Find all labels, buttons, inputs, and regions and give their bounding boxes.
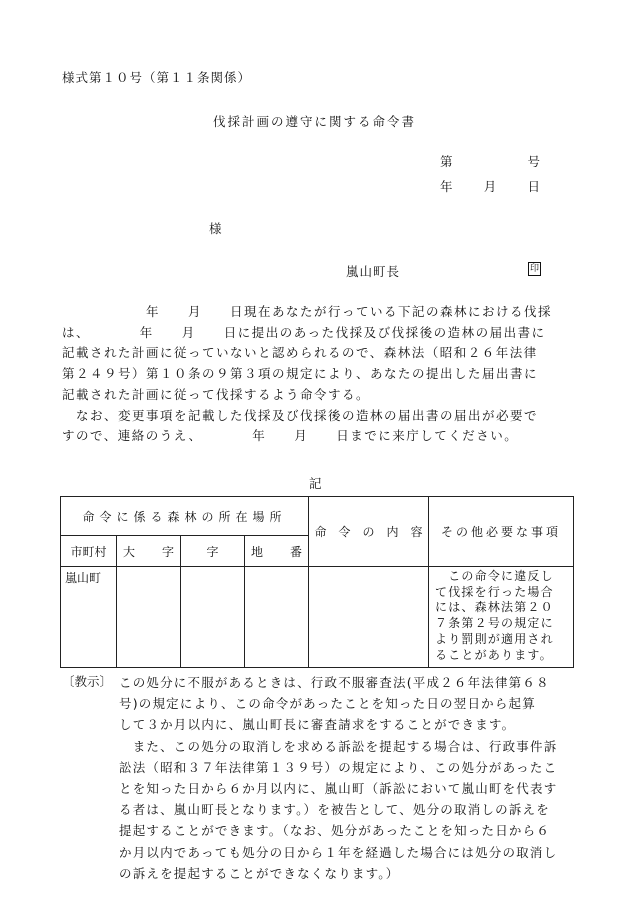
municipality-cell: 嵐山町	[61, 567, 117, 668]
body-line: 記載された計画に従っていないと認められるので、森林法（昭和２６年法律	[62, 345, 538, 361]
other-header: その他必要な事項	[429, 497, 574, 567]
date-year: 年	[440, 179, 453, 194]
document-title: 伐採計画の遵守に関する命令書	[213, 114, 417, 129]
number-prefix: 第	[440, 154, 453, 169]
number-suffix: 号	[527, 154, 540, 169]
note-line: ることがあります。	[435, 647, 553, 662]
document-number	[440, 152, 540, 170]
instruction-line: の訴えを提起することができなくなります。）	[119, 865, 400, 881]
form-number-label: 様式第１０号（第１１条関係）	[62, 70, 252, 85]
instruction-line: 提起することができます。（なお、処分があったことを知った日から６	[119, 823, 551, 839]
body-line: 記載された計画に従って伐採するよう命令する。	[62, 386, 371, 402]
other-notes-cell	[429, 567, 574, 668]
aza-header: 字	[181, 536, 245, 567]
body-line: すので、連絡のうえ、 年 月 日までに来庁してください。	[62, 428, 519, 444]
instruction-line: また、この処分の取消しを求める訴訟を提起する場合は、行政事件訴	[119, 738, 558, 754]
seal-mark: 印	[529, 264, 539, 274]
record-label: 記	[309, 476, 322, 491]
instruction-line: か月以内であっても処分の日から１年を経過した場合には処分の取消し	[119, 844, 558, 860]
lot-char: 番	[290, 544, 303, 559]
note-line: には、森林法第２０	[435, 600, 554, 615]
instruction-line: この処分に不服があるときは、行政不服審査法(平成２６年法律第６８	[119, 675, 550, 690]
issue-date	[440, 177, 540, 195]
aza-cell	[181, 567, 245, 668]
lot-header	[245, 536, 309, 567]
instruction-line: とを知った日から６か月以内に、嵐山町（訴訟において嵐山町を代表す	[119, 781, 558, 797]
instruction-line: 訟法（昭和３７年法律第１３９号）の規定により、この処分があったこ	[119, 759, 558, 775]
content-cell	[309, 567, 429, 668]
lot-cell	[245, 567, 309, 668]
note-line: ７条第２号の規定に	[435, 616, 554, 631]
note-line: より罰則が適用され	[435, 631, 554, 646]
body-line: 第２４９号）第１０条の９第３項の規定により、あなたの提出した届出書に	[62, 366, 539, 382]
order-details-table	[60, 496, 574, 668]
instruction-label: 〔教示〕	[62, 674, 113, 689]
body-line: なお、変更事項を記載した伐採及び伐採後の造林の届出書の届出が必要で	[62, 407, 539, 423]
oaza-char: 字	[161, 544, 174, 559]
instruction-line: して３か月以内に、嵐山町長に審査請求をすることができます。	[119, 717, 516, 733]
oaza-char: 大	[123, 544, 136, 559]
body-line: は、 年 月 日に提出のあった伐採及び伐採後の造林の届出書に	[62, 324, 546, 340]
oaza-cell	[117, 567, 181, 668]
note-line: この命令に違反し	[435, 569, 554, 583]
content-header: 命 令 の 内 容	[309, 497, 429, 567]
order-body	[62, 302, 574, 447]
instruction-line: る者は、嵐山町長となります。）を被告として、処分の取消しの訴えを	[119, 802, 550, 818]
instruction-text	[119, 672, 579, 884]
lot-char: 地	[251, 544, 264, 559]
instruction-line: 号)の規定により、この命令があったことを知った日の翌日から起算	[119, 696, 536, 712]
note-line: て伐採を行った場合	[435, 584, 554, 599]
location-header: 命令に係る森林の所在場所	[61, 497, 309, 536]
municipality-header: 市町村	[61, 536, 117, 567]
date-day: 日	[527, 179, 540, 194]
issuer-name: 嵐山町長	[346, 264, 401, 279]
oaza-header	[117, 536, 181, 567]
addressee-honorific: 様	[209, 221, 222, 236]
date-month: 月	[483, 179, 497, 194]
body-line: 年 月 日現在あなたが行っている下記の森林における伐採	[62, 304, 553, 319]
